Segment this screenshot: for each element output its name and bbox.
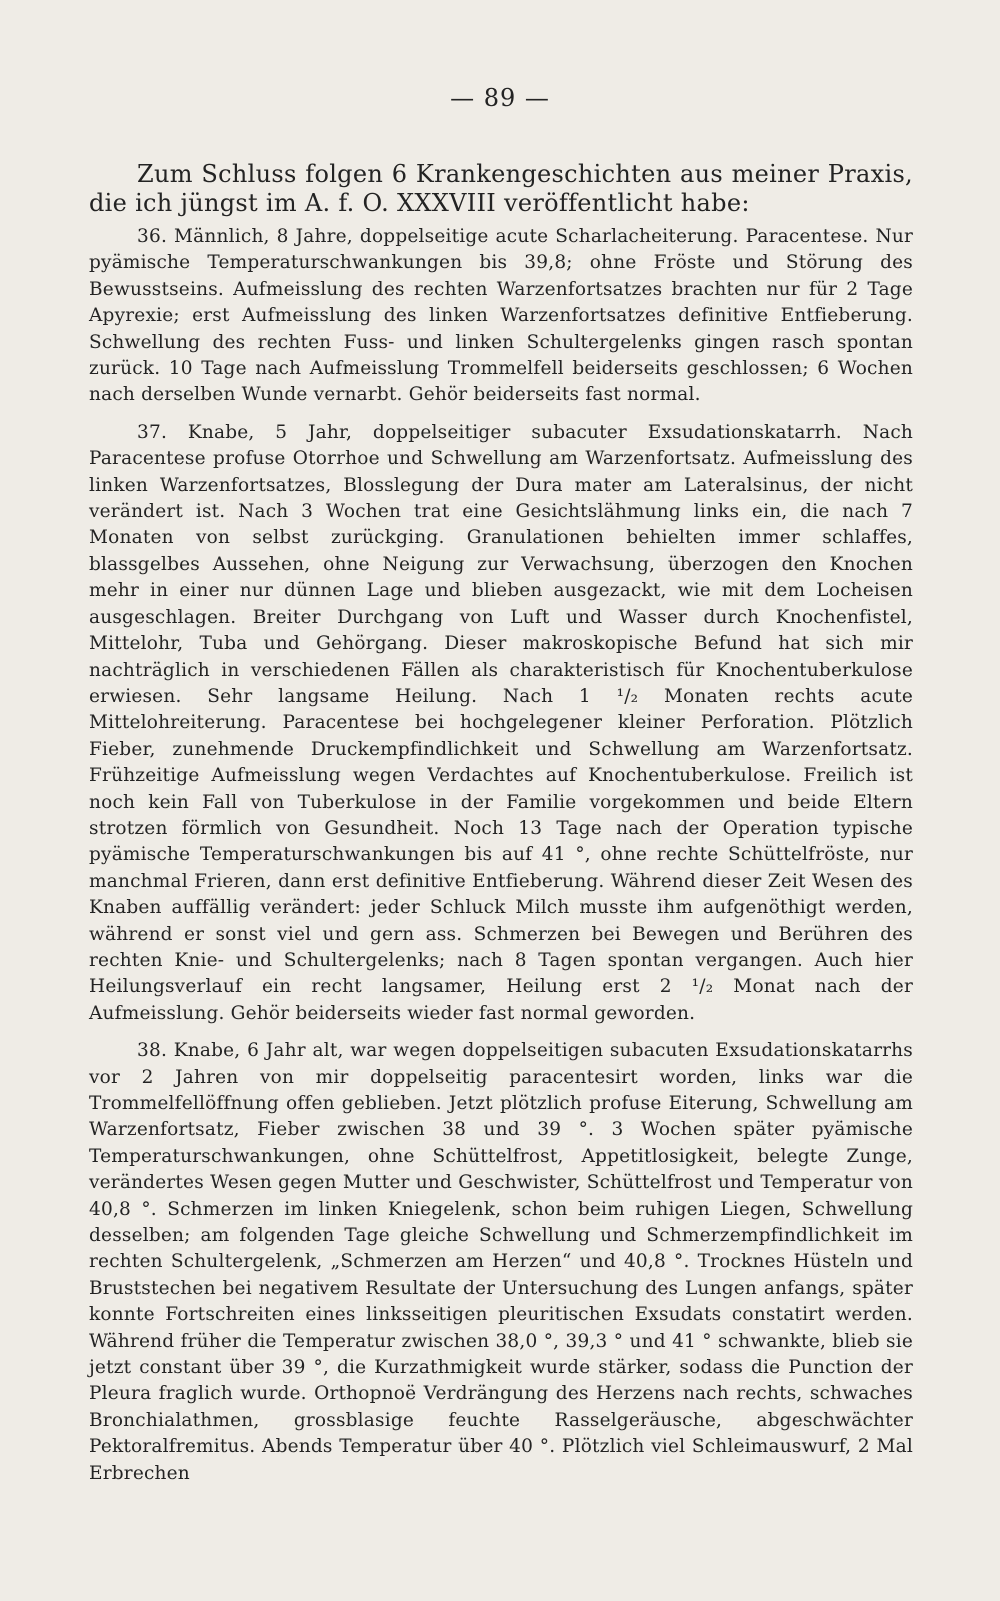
case-36-paragraph: 36. Männlich, 8 Jahre, doppelseitige acute Scharlacheiterung. Paracentese. Nur pyämische Temperaturschwankungen bis 39,8; ohne Fröste und Störung des Bewusstseins. Aufmeisslung des rechten Warzenfortsatzes brachten nur für 2 Tage Apyrexie; erst Aufmeisslung des linken Warzenfortsatzes definitive Entfieberung. Schwellung des rechten Fuss- und linken Schultergelenks gingen rasch spontan zurück. 10 Tage nach Aufmeisslung Trommelfell beiderseits geschlossen; 6 Wochen nach derselben Wunde vernarbt. Gehör beiderseits fast normal. [89, 226, 913, 406]
case-38-paragraph: 38. Knabe, 6 Jahr alt, war wegen doppelseitigen subacuten Exsudationskatarrhs vor 2 Jahren von mir doppelseitig paracentesirt worden, links war die Trommelfellöffnung offen geblieben. Jetzt plötzlich profuse Eiterung, Schwellung am Warzenfortsatz, Fieber zwischen 38 und 39 °. 3 Wochen später pyämische Temperaturschwankungen, ohne Schüttelfrost, Appetitlosigkeit, belegte Zunge, verändertes Wesen gegen Mutter und Geschwister, Schüttelfrost und Temperatur von 40,8 °. Schmerzen im linken Kniegelenk, schon beim ruhigen Liegen, Schwellung desselben; am folgenden Tage gleiche Schwellung und Schmerzempfindlichkeit im rechten Schultergelenk, „Schmerzen am Herzen“ und 40,8 °. Trocknes Hüsteln und Bruststechen bei negativem Resultate der Untersuchung des Lungen anfangs, später konnte Fortschreiten eines linksseitigen pleuritischen Exsudats constatirt werden. Während früher die Temperatur zwischen 38,0 °, 39,3 ° und 41 ° schwankte, blieb sie jetzt constant über 39 °, die Kurzathmigkeit wurde stärker, sodass die Punction der Pleura fraglich wurde. Orthopnoë Verdrängung des Herzens nach rechts, schwaches Bronchialathmen, grossblasige feuchte Rasselgeräusche, abgeschwächter Pektoralfremitus. Abends Temperatur über 40 °. Plötzlich viel Schleimauswurf, 2 Mal Erbrechen [89, 1040, 913, 1484]
case-37-paragraph: 37. Knabe, 5 Jahr, doppelseitiger subacuter Exsudationskatarrh. Nach Paracentese profuse Otorrhoe und Schwellung am Warzenfortsatz. Aufmeisslung des linken Warzenfortsatzes, Blosslegung der Dura mater am Lateralsinus, der nicht verändert ist. Nach 3 Wochen trat eine Gesichtslähmung links ein, die nach 7 Monaten von selbst zurückging. Granulationen behielten immer schlaffes, blassgelbes Aussehen, ohne Neigung zur Verwachsung, überzogen den Knochen mehr in einer nur dünnen Lage und blieben ausgezackt, wie mit dem Locheisen ausgeschlagen. Breiter Durchgang von Luft und Wasser durch Knochenfistel, Mittelohr, Tuba und Gehörgang. Dieser makroskopische Befund hat sich mir nachträglich in verschiedenen Fällen als charakteristisch für Knochentuberkulose erwiesen. Sehr langsame Heilung. Nach 1 ¹/₂ Monaten rechts acute Mittelohreiterung. Paracentese bei hochgelegener kleiner Perforation. Plötzlich Fieber, zunehmende Druckempfindlichkeit und Schwellung am Warzenfortsatz. Frühzeitige Aufmeisslung wegen Verdachtes auf Knochentuberkulose. Freilich ist noch kein Fall von Tuberkulose in der Familie vorgekommen und beide Eltern strotzen förmlich von Gesundheit. Noch 13 Tage nach der Operation typische pyämische Temperaturschwankungen bis auf 41 °, ohne rechte Schüttelfröste, nur manchmal Frieren, dann erst definitive Entfieberung. Während dieser Zeit Wesen des Knaben auffällig verändert: jeder Schluck Milch musste ihm aufgenöthigt werden, während er sonst viel und gern ass. Schmerzen bei Bewegen und Berühren des rechten Knie- und Schultergelenks; nach 8 Tagen spontan vergangen. Auch hier Heilungsverlauf ein recht langsamer, Heilung erst 2 ¹/₂ Monat nach der Aufmeisslung. Gehör beiderseits wieder fast normal geworden. [89, 421, 913, 1024]
body-text [89, 160, 913, 1498]
page-number: — 89 — [450, 84, 550, 112]
intro-paragraph: Zum Schluss folgen 6 Krankengeschichten aus meiner Praxis, die ich jüngst im A. f. O. XXXVIII veröffentlicht habe: [89, 160, 913, 217]
